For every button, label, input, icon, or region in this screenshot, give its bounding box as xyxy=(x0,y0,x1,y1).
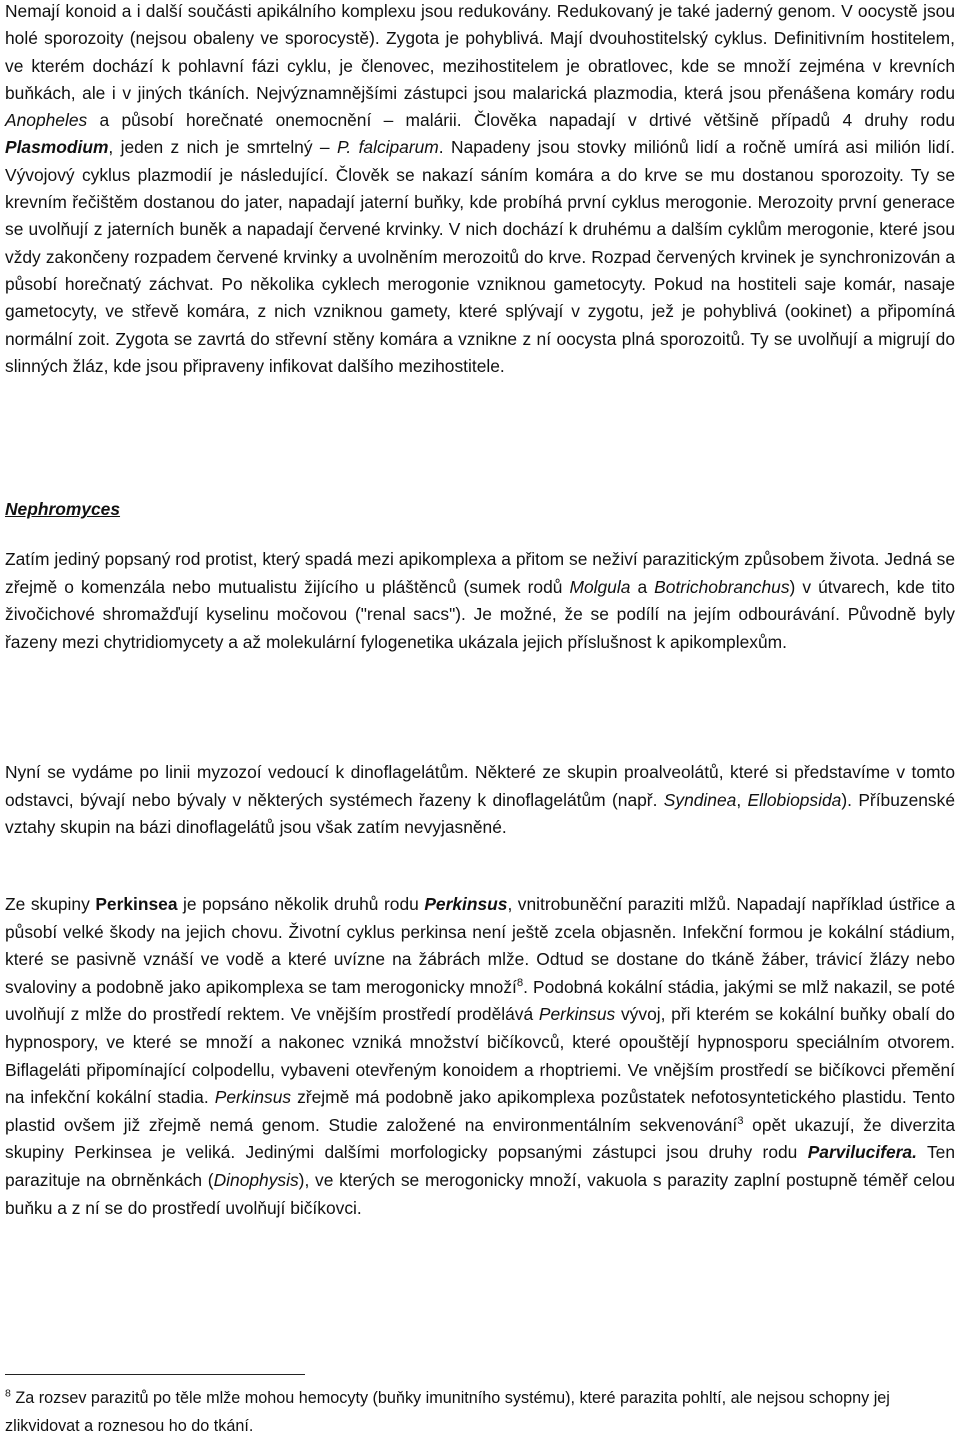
footnote xyxy=(5,1384,945,1440)
text-run: Perkinsea xyxy=(95,894,178,914)
footnote-ref: 3 xyxy=(737,1114,744,1127)
text-run: ). Příbuzenské vztahy skupin na bázi dinoflagelátů jsou však zatím nevyjasněné. xyxy=(5,789,955,838)
text-run: . Napadeny jsou stovky miliónů lidí a ročně umírá asi milión lidí. Vývojový cyklus plazmodií je následující. Člověk se nakazí sáním komára a do krve se mu dostanou sporozoity. Ty se krevním řečištěm dostanou do jater, napadají jaterní buňky, kde probíhá první cyklus merogonie. Merozoity první generace se uvolňují z jaterních buněk a napadají červené krvinky. V nich dochází k druhému a dalším cyklům merogonie, které jsou vždy zakončeny rozpadem červené krvinky a uvolněním merozoitů do krve. Rozpad červených krvinek je synchronizován a působí horečnatý záchvat. Po několika cyklech merogonie vzniknou gametocyty. Pokud na hostiteli saje komár, nasaje gametocyty, ve střevě komára, z nich vzniknou gamety, které splývají v zygotu, jež je pohyblivá (ookinet) a připomíná normální zoit. Zygota se zavrtá do střevní stěny komára a vznikne z ní oocysta plná sporozoitů. Ty se uvolňují a migrují do slinných žláz, kde jsou připraveny infikovat dalšího mezihostitele. xyxy=(5,137,955,376)
text-run: zřejmě má podobně jako apikomplexa pozůstatek nefotosyntetického plastidu. Tento plastid ovšem již zřejmě nemá genom. Studie založené na environmentálním sekvenování xyxy=(5,1087,955,1135)
footnote-separator xyxy=(5,1374,305,1375)
paragraph-myzozoa xyxy=(5,759,955,842)
text-run: Dinophysis xyxy=(213,1169,299,1190)
text-run: Ze skupiny xyxy=(5,894,96,914)
text-run: a působí horečnaté onemocnění – malárii. Člověka napadají v drtivé většině případů 4 druhy rodu xyxy=(87,110,955,131)
paragraph-plasmodium xyxy=(5,0,955,380)
text-run: Nyní se vydáme po linii myzozoí vedoucí k dinoflagelátům. Některé ze skupin proalveolátů, které si představíme v tomto odstavci, bývají nebo bývaly v některých systémech řazeny k dinoflagelátům (např. xyxy=(5,762,955,810)
text-run: a xyxy=(630,576,655,597)
text-run: Zatím jediný popsaný rod protist, který spadá mezi apikomplexa a přitom se neživí parazitickým způsobem života. Jedná se zřejmě o komenzála nebo mutualistu žijícího u pláštěnců (sumek rodů xyxy=(5,549,955,597)
text-run: Plasmodium xyxy=(5,137,109,158)
text-run: Perkinsus xyxy=(214,1087,292,1108)
text-run: Perkinsus xyxy=(424,894,508,914)
text-run: Anopheles xyxy=(5,110,88,131)
footnote-text xyxy=(5,1384,945,1440)
text-run: Perkinsus xyxy=(538,1004,616,1025)
paragraph-perkinsea xyxy=(5,891,955,1222)
text-run: . Podobná kokální stádia, jakými se mlž nakazil, se poté uvolňují z mlže do prostředí rektem. Ve vnějším prostředí prodělává xyxy=(5,976,955,1025)
text-run: Molgula xyxy=(569,576,631,597)
text-run: Botrichobranchus xyxy=(654,576,790,597)
text-run: P. falciparum xyxy=(337,137,439,158)
section-heading-nephromyces xyxy=(5,496,120,524)
heading-text: Nephromyces xyxy=(5,499,121,519)
text-run: ) v útvarech, kde tito živočichové shromažďují kyselinu močovou ("renal sacs"). Je možné, že se podílí na jejím odbourávání. Původně byly řazeny mezi chytridiomycety a až molekulární fylogenetika ukázala jejich příslušnost k apikomplexům. xyxy=(5,576,955,652)
text-run: vývoj, při kterém se kokální buňky obalí do hypnospory, ve které se množí a nakonec vzniká množství bičíkovců, které opouštějí hypnosporu speciálním otvorem. Biflageláti připomínající colpodellu, vybaveni otevřeným konoidem a rhoptriemi. Ve vnějším prostředí se bičíkovci přemění na infekční kokální stadia. xyxy=(5,1004,955,1108)
text-run: je popsáno několik druhů rodu xyxy=(177,894,425,914)
text-run: Ellobiopsida xyxy=(747,789,842,810)
text-run: ), ve kterých se merogonicky množí, vakuola s parazity zaplní postupně téměř celou buňku a z ní se do prostředí uvolňují bičíkovci. xyxy=(5,1169,956,1218)
text-run: opět ukazují, že diverzita skupiny Perkinsea je veliká. Jedinými dalšími morfologicky popsanými zástupci jsou druhy rodu xyxy=(5,1114,955,1163)
text-run: Ten parazituje na obrněnkách ( xyxy=(5,1142,956,1190)
text-run: Parvilucifera. xyxy=(807,1142,917,1163)
paragraph-nephromyces xyxy=(5,546,955,656)
text-run: Nemají konoid a i další součásti apikálního komplexu jsou redukovány. Redukovaný je také jaderný genom. V oocystě jsou holé sporozoity (nejsou obaleny ve sporocystě). Zygota je pohyblivá. Mají dvouhostitelský cyklus. Definitivním hostitelem, ve kterém dochází k pohlavní fázi cyklu, je členovec, mezihostitelem je obratlovec, kde se množí zejména v krevních buňkách, ale i v jiných tkáních. Nejvýznamnějšími zástupci jsou malarická plazmodia, která jsou přenášena komáry rodu xyxy=(5,1,955,103)
text-run: , vnitrobuněční paraziti mlžů. Napadají například ústřice a působí velké škody na jejich chovu. Životní cyklus perkinsa není ještě zcela objasněn. Infekční formou je kokální stádium, které se pasivně vznáší ve vodě a které uvízne na žábrách mlže. Odtud se dostane do tkáně žáber, trávicí žlázy nebo svaloviny a podobně jako apikomplexa se tam merogonicky množí xyxy=(5,894,955,997)
footnote-body: Za rozsev parazitů po těle mlže mohou hemocyty (buňky imunitního systému), které parazita pohltí, ale nejsou schopny jej zlikvidovat a roznesou ho do tkání. xyxy=(5,1389,890,1435)
footnote-number: 8 xyxy=(5,1387,11,1400)
text-run: Syndinea xyxy=(663,789,737,810)
footnote-ref: 8 xyxy=(516,976,524,989)
text-run: , xyxy=(736,789,748,810)
text-run: , jeden z nich je smrtelný – xyxy=(108,137,337,158)
